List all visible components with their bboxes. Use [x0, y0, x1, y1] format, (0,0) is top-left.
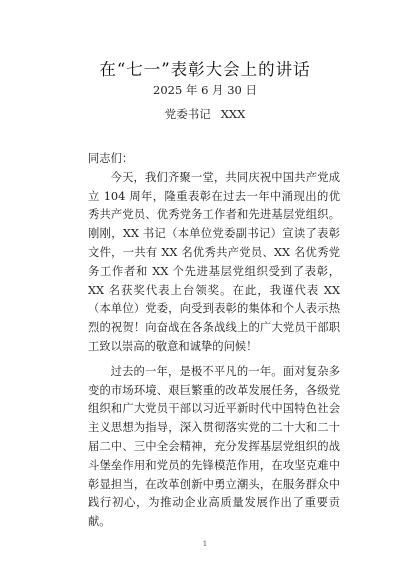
- speaker-role: 党委书记: [164, 107, 211, 121]
- document-title: 在“七一”表彰大会上的讲话: [99, 60, 311, 79]
- page-number: 1: [202, 540, 208, 548]
- paragraph-review: 过去的一年，是极不平凡的一年。面对复杂多变的市场环境、艰巨繁重的改革发展任务，各级党组织和广大党员干部以习近平新时代中国特色社会主义思想为指导，深入贯彻落实党的二十大和二十届二中、三中全会精神，充分发挥基层党组织的战斗堡垒作用和党员的先锋模范作用，在攻坚克难中彰显担当，在改革创新中勇立潮头，在服务群众中践行初心，为推动企业高质量发展作出了重要贡献。: [88, 364, 340, 529]
- salutation: 同志们：: [88, 152, 134, 165]
- paragraph-opening: 今天，我们齐聚一堂，共同庆祝中国共产党成立 104 周年，隆重表彰在过去一年中涌现出的优秀共产党员、优秀党务工作者和先进基层党组织。刚刚，XX 书记（本单位党委副书记）宣读了表彰文件，一共有 XX 名优秀共产党员、XX 名优秀党务工作者和 XX 个先进基层党组织受到了表彰，XX 名获奖代表上台领奖。在此，我谨代表 XX（本单位）党委，向受到表彰的集体和个人表示热烈的祝贺！向奋战在各条战线上的广大党员干部职工致以崇高的敬意和诚挚的问候！: [88, 170, 340, 353]
- speaker-line: [0, 106, 410, 122]
- speech-body: [88, 150, 340, 532]
- speech-date: 2025 年 6 月 30 日: [153, 83, 257, 97]
- speaker-name: XXX: [220, 107, 246, 121]
